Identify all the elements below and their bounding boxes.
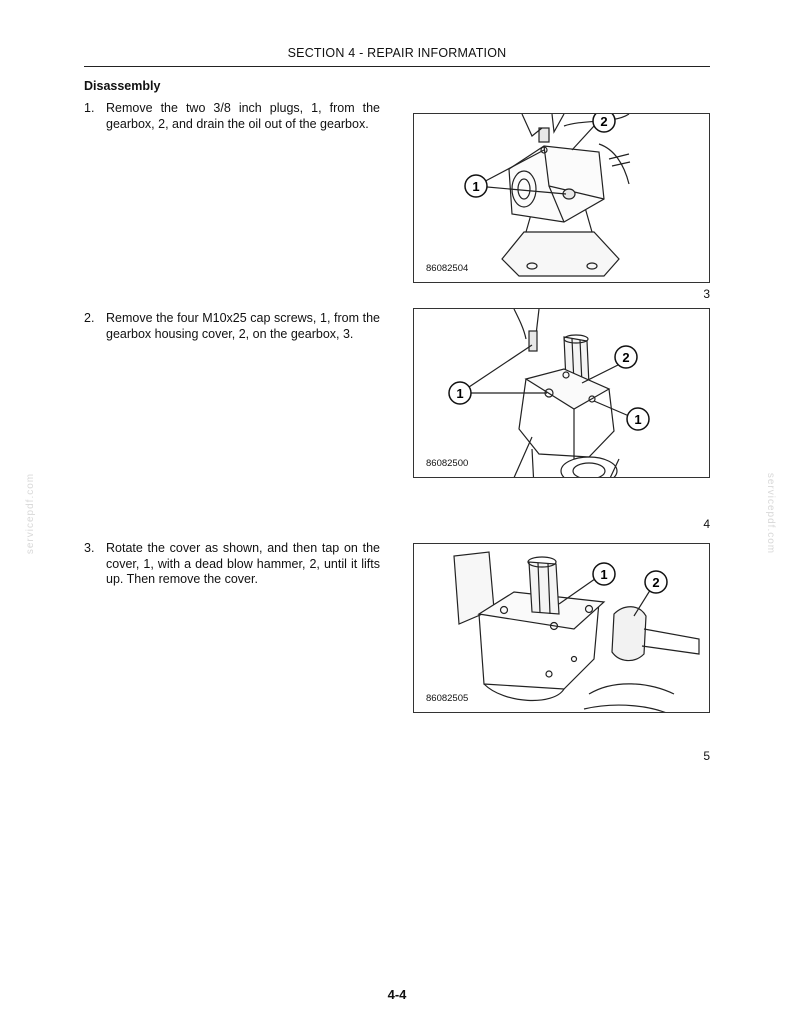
- figure-code: 86082505: [426, 693, 469, 704]
- step-text: Remove the two 3/8 inch plugs, 1, from the gearbox, 2, and drain the oil out of the gearbox.: [106, 101, 380, 131]
- svg-text:1: 1: [456, 386, 464, 401]
- figure-number: 4: [703, 517, 710, 531]
- figure-code: 86082500: [426, 458, 469, 469]
- step-1: [84, 101, 380, 132]
- section-header: SECTION 4 - REPAIR INFORMATION: [287, 46, 507, 60]
- page-number: 4-4: [387, 987, 407, 1002]
- step-number: 3.: [84, 541, 95, 555]
- gearbox-plugs-illustration: [414, 114, 710, 283]
- figure-number: 3: [703, 287, 710, 301]
- watermark-right: servicepdf.com: [765, 472, 777, 555]
- step-3: [84, 541, 380, 588]
- svg-text:2: 2: [652, 575, 660, 590]
- watermark-left: servicepdf.com: [25, 472, 37, 555]
- svg-text:1: 1: [600, 567, 608, 582]
- callout-1-right: [627, 408, 649, 430]
- callout-1-left: [449, 382, 471, 404]
- callout-2: [615, 346, 637, 368]
- figure-dead-blow-hammer: [413, 543, 710, 713]
- figure-code: 86082504: [426, 263, 469, 274]
- step-number: 1.: [84, 101, 95, 115]
- callout-1: [593, 563, 615, 585]
- dead-blow-hammer-illustration: [414, 544, 710, 713]
- figure-housing-cover: [413, 308, 710, 499]
- step-text: Rotate the cover as shown, and then tap on the cover, 1, with a dead blow hammer, 2, until it lifts up. Then remove the cover.: [106, 541, 380, 586]
- header-divider: [84, 66, 710, 67]
- figure-number: 5: [703, 749, 710, 763]
- housing-cover-illustration: 1 1 2 3: [414, 309, 710, 478]
- figure-gearbox-plugs: [413, 113, 710, 283]
- svg-text:1: 1: [634, 412, 642, 427]
- step-2: [84, 311, 380, 342]
- svg-text:2: 2: [600, 114, 608, 129]
- svg-text:1: 1: [472, 179, 480, 194]
- callout-2: [645, 571, 667, 593]
- step-text: Remove the four M10x25 cap screws, 1, from the gearbox housing cover, 2, on the gearbox, 3.: [106, 311, 380, 341]
- callout-2: [593, 114, 615, 132]
- svg-text:2: 2: [622, 350, 630, 365]
- callout-1: [465, 175, 487, 197]
- step-number: 2.: [84, 311, 95, 325]
- disassembly-heading: Disassembly: [84, 79, 161, 93]
